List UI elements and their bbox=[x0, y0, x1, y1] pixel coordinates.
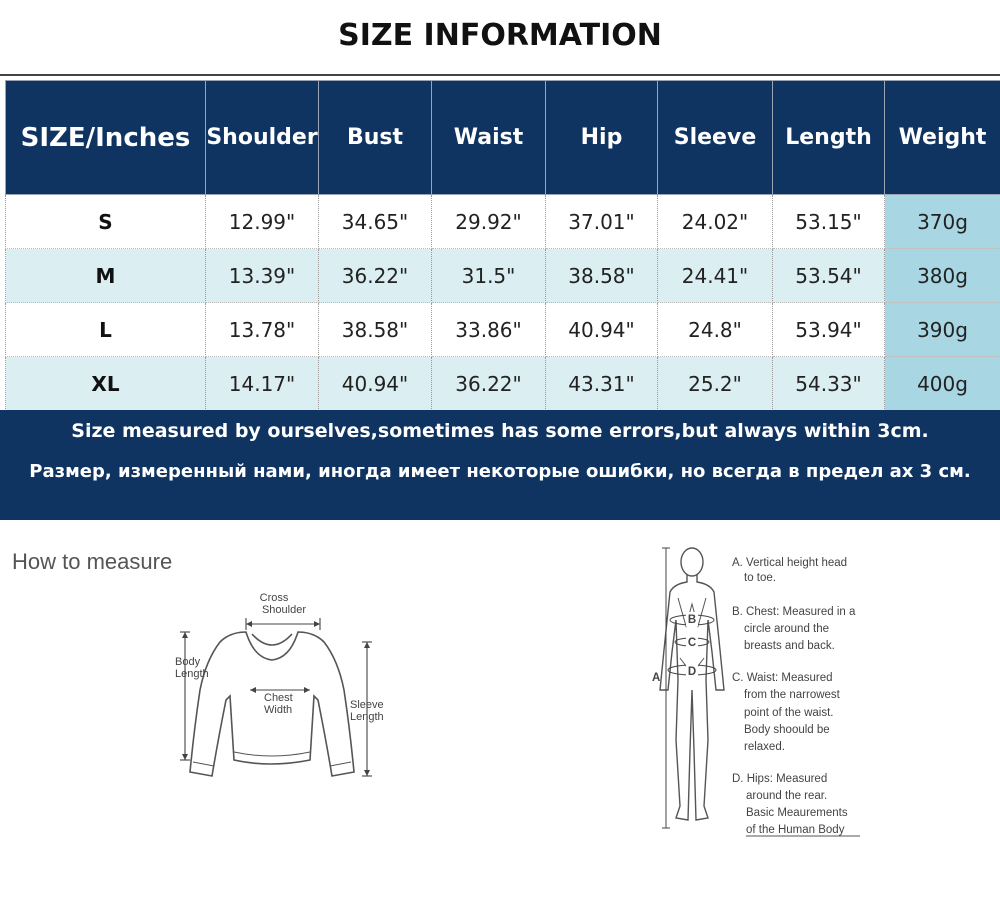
length-cell: 54.33" bbox=[773, 357, 885, 411]
weight-cell: 400g bbox=[885, 357, 1000, 411]
legend-d-line-3: Basic Meaurements bbox=[746, 807, 848, 819]
header-size: SIZE/Inches bbox=[6, 81, 206, 195]
bust-cell: 40.94" bbox=[319, 357, 432, 411]
chest-width-label-1: Chest bbox=[264, 692, 293, 704]
note-russian: Размер, измеренный нами, иногда имеет некоторые ошибки, но всегда в предел ах 3 см. bbox=[29, 461, 971, 482]
bust-cell: 38.58" bbox=[319, 303, 432, 357]
size-cell: XL bbox=[6, 357, 206, 411]
table-row bbox=[6, 303, 1000, 357]
table-row bbox=[6, 357, 1000, 411]
marker-a: A bbox=[652, 672, 661, 684]
header-waist: Waist bbox=[432, 81, 546, 195]
table-header-row bbox=[6, 81, 1000, 195]
shoulder-cell: 13.39" bbox=[206, 249, 319, 303]
bust-cell: 36.22" bbox=[319, 249, 432, 303]
table-row bbox=[6, 249, 1000, 303]
body-length-label-2: Length bbox=[175, 668, 209, 680]
cross-shoulder-label-2: Shoulder bbox=[261, 604, 307, 616]
chest-width-label-2: Width bbox=[264, 704, 293, 716]
size-table bbox=[5, 80, 1000, 411]
legend-d-line-1: D. Hips: Measured bbox=[732, 773, 828, 785]
hip-cell: 43.31" bbox=[546, 357, 658, 411]
waist-cell: 36.22" bbox=[432, 357, 546, 411]
waist-cell: 29.92" bbox=[432, 195, 546, 249]
legend-a-line-1: A. Vertical height head bbox=[732, 557, 848, 569]
legend-d-line-2: around the rear. bbox=[746, 790, 828, 802]
header-bust: Bust bbox=[319, 81, 432, 195]
legend-c-line-4: Body shoould be bbox=[744, 724, 830, 736]
sleeve-cell: 24.41" bbox=[658, 249, 773, 303]
sleeve-length-label-2: Length bbox=[350, 711, 384, 723]
marker-d: D bbox=[687, 666, 697, 678]
length-cell: 53.54" bbox=[773, 249, 885, 303]
cross-shoulder-label-1: Cross bbox=[259, 592, 289, 604]
legend-b-line-3: breasts and back. bbox=[744, 640, 835, 652]
note-english: Size measured by ourselves,sometimes has some errors,but always within 3cm. bbox=[71, 420, 929, 442]
title-divider bbox=[0, 74, 1000, 76]
header-shoulder: Shoulder bbox=[206, 81, 319, 195]
legend-a-line-2: to toe. bbox=[744, 572, 776, 584]
sweater-measure-diagram bbox=[160, 580, 400, 795]
header-weight: Weight bbox=[885, 81, 1000, 195]
hip-cell: 37.01" bbox=[546, 195, 658, 249]
hip-cell: 38.58" bbox=[546, 249, 658, 303]
shoulder-cell: 14.17" bbox=[206, 357, 319, 411]
measurement-note-banner bbox=[0, 410, 1000, 520]
body-measure-diagram bbox=[640, 540, 880, 845]
size-cell: M bbox=[6, 249, 206, 303]
legend-d-line-4: of the Human Body bbox=[746, 824, 845, 836]
weight-cell: 380g bbox=[885, 249, 1000, 303]
body-length-label-1: Body bbox=[175, 656, 201, 668]
sleeve-cell: 24.02" bbox=[658, 195, 773, 249]
legend-b-line-1: B. Chest: Measured in a bbox=[732, 606, 856, 618]
hip-cell: 40.94" bbox=[546, 303, 658, 357]
waist-cell: 33.86" bbox=[432, 303, 546, 357]
sleeve-length-label-1: Sleeve bbox=[350, 699, 384, 711]
header-length: Length bbox=[773, 81, 885, 195]
shoulder-cell: 12.99" bbox=[206, 195, 319, 249]
how-to-measure-title: How to measure bbox=[12, 549, 173, 574]
length-cell: 53.94" bbox=[773, 303, 885, 357]
marker-b: B bbox=[687, 614, 697, 626]
header-sleeve: Sleeve bbox=[658, 81, 773, 195]
weight-cell: 390g bbox=[885, 303, 1000, 357]
waist-cell: 31.5" bbox=[432, 249, 546, 303]
marker-c: C bbox=[687, 637, 697, 649]
legend-c-line-1: C. Waist: Measured bbox=[732, 672, 833, 684]
sleeve-cell: 24.8" bbox=[658, 303, 773, 357]
table-row bbox=[6, 195, 1000, 249]
legend-c-line-3: point of the waist. bbox=[744, 707, 834, 719]
legend-c-line-2: from the narrowest bbox=[744, 689, 840, 701]
legend-b-line-2: circle around the bbox=[744, 623, 830, 635]
bust-cell: 34.65" bbox=[319, 195, 432, 249]
header-hip: Hip bbox=[546, 81, 658, 195]
sleeve-cell: 25.2" bbox=[658, 357, 773, 411]
legend-c-line-5: relaxed. bbox=[744, 741, 785, 753]
weight-cell: 370g bbox=[885, 195, 1000, 249]
length-cell: 53.15" bbox=[773, 195, 885, 249]
shoulder-cell: 13.78" bbox=[206, 303, 319, 357]
size-cell: L bbox=[6, 303, 206, 357]
size-cell: S bbox=[6, 195, 206, 249]
page-title: SIZE INFORMATION bbox=[338, 18, 662, 53]
